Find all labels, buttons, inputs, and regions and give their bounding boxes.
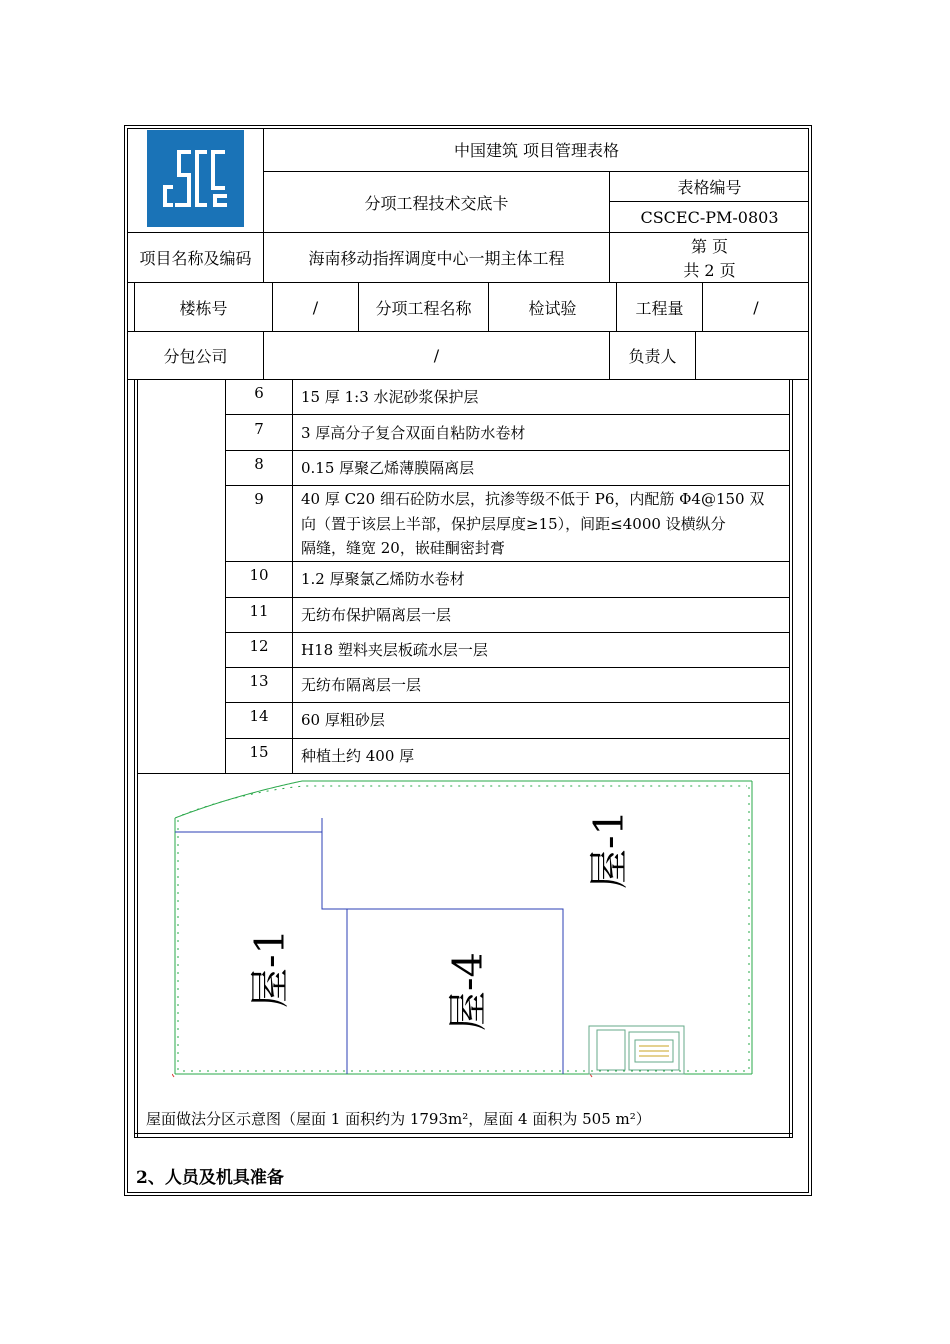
rule (225, 450, 789, 451)
layer-text-line: 40 厚 C20 细石砼防水层，抗渗等级不低于 P6，内配筋 Φ4@150 双 (301, 490, 765, 508)
project-label: 项目名称及编码 (139, 249, 252, 268)
layer-no: 9 (254, 490, 264, 508)
rule (225, 414, 789, 415)
layer-text: 种植土约 400 厚 (301, 747, 415, 765)
item-label: 分项工程名称 (375, 298, 472, 318)
cscec-logo-icon (147, 130, 244, 227)
rule (789, 379, 790, 1137)
page-label: 第 页 (690, 236, 729, 256)
building-value: / (312, 297, 319, 317)
zone-label-left (237, 925, 297, 1008)
layer-text: 15 厚 1:3 水泥砂浆保护层 (301, 388, 479, 406)
rule (225, 667, 789, 668)
layer-no: 14 (249, 707, 269, 725)
layer-text-line: 向（置于该层上半部，保护层厚度≥15），间距≤4000 设横纵分 (301, 515, 726, 533)
layer-no: 7 (254, 420, 264, 438)
rule (225, 702, 789, 703)
rule (134, 1133, 793, 1134)
total-pages: 共 2 页 (683, 261, 736, 280)
layer-no: 8 (254, 455, 264, 473)
rule (137, 773, 789, 774)
rule (127, 379, 809, 380)
sub-value: / (433, 346, 440, 365)
layer-no: 11 (249, 602, 269, 620)
rule (134, 1137, 793, 1138)
quantity-value: / (753, 297, 759, 317)
rule (225, 738, 789, 739)
rule (225, 632, 789, 633)
item-value: 检试验 (528, 298, 577, 318)
layer-no: 12 (249, 637, 269, 655)
layer-text: 0.15 厚聚乙烯薄膜隔离层 (301, 459, 475, 477)
rule (292, 379, 293, 773)
form-no: CSCEC-PM-0803 (640, 207, 779, 227)
owner-value (696, 332, 809, 379)
layer-no: 15 (249, 743, 269, 761)
layer-no: 10 (249, 566, 269, 584)
zone-label-mid-text: 屋-4 (445, 952, 492, 1031)
cscec-logo (147, 130, 244, 227)
layer-no: 6 (254, 384, 264, 402)
layer-text: 无纺布隔离层一层 (301, 676, 422, 694)
table-title: 中国建筑 项目管理表格 (453, 141, 620, 160)
zone-label-right-text: 屋-1 (586, 810, 633, 889)
form-name: 分项工程技术交底卡 (364, 193, 509, 213)
form-no-label: 表格编号 (677, 178, 742, 197)
zone-label-left-text: 屋-1 (247, 929, 294, 1008)
rule (225, 485, 789, 486)
quantity-label: 工程量 (635, 298, 684, 318)
zone-label-right (576, 806, 636, 889)
layer-text: 3 厚高分子复合双面自粘防水卷材 (301, 424, 526, 442)
zone-label-mid (435, 948, 495, 1031)
rule (134, 379, 135, 1137)
project-name: 海南移动指挥调度中心一期主体工程 (308, 249, 565, 268)
layer-no: 13 (249, 672, 269, 690)
layer-text-line: 隔缝，缝宽 20，嵌硅酮密封膏 (301, 539, 505, 557)
section-title: 2、人员及机具准备 (136, 1168, 284, 1188)
layer-text: 60 厚粗砂层 (301, 711, 385, 729)
building-label: 楼栋号 (179, 298, 228, 318)
layer-text: 1.2 厚聚氯乙烯防水卷材 (301, 570, 465, 588)
layer-text: H18 塑料夹层板疏水层一层 (301, 641, 488, 659)
rule (792, 379, 793, 1137)
rule (225, 597, 789, 598)
rule (225, 561, 789, 562)
rule (137, 379, 138, 1137)
sub-label: 分包公司 (163, 347, 228, 366)
diagram-caption: 屋面做法分区示意图（屋面 1 面积约为 1793m²，屋面 4 面积为 505 m²） (146, 1110, 651, 1128)
layer-text: 无纺布保护隔离层一层 (301, 606, 452, 624)
owner-label: 负责人 (628, 347, 677, 366)
